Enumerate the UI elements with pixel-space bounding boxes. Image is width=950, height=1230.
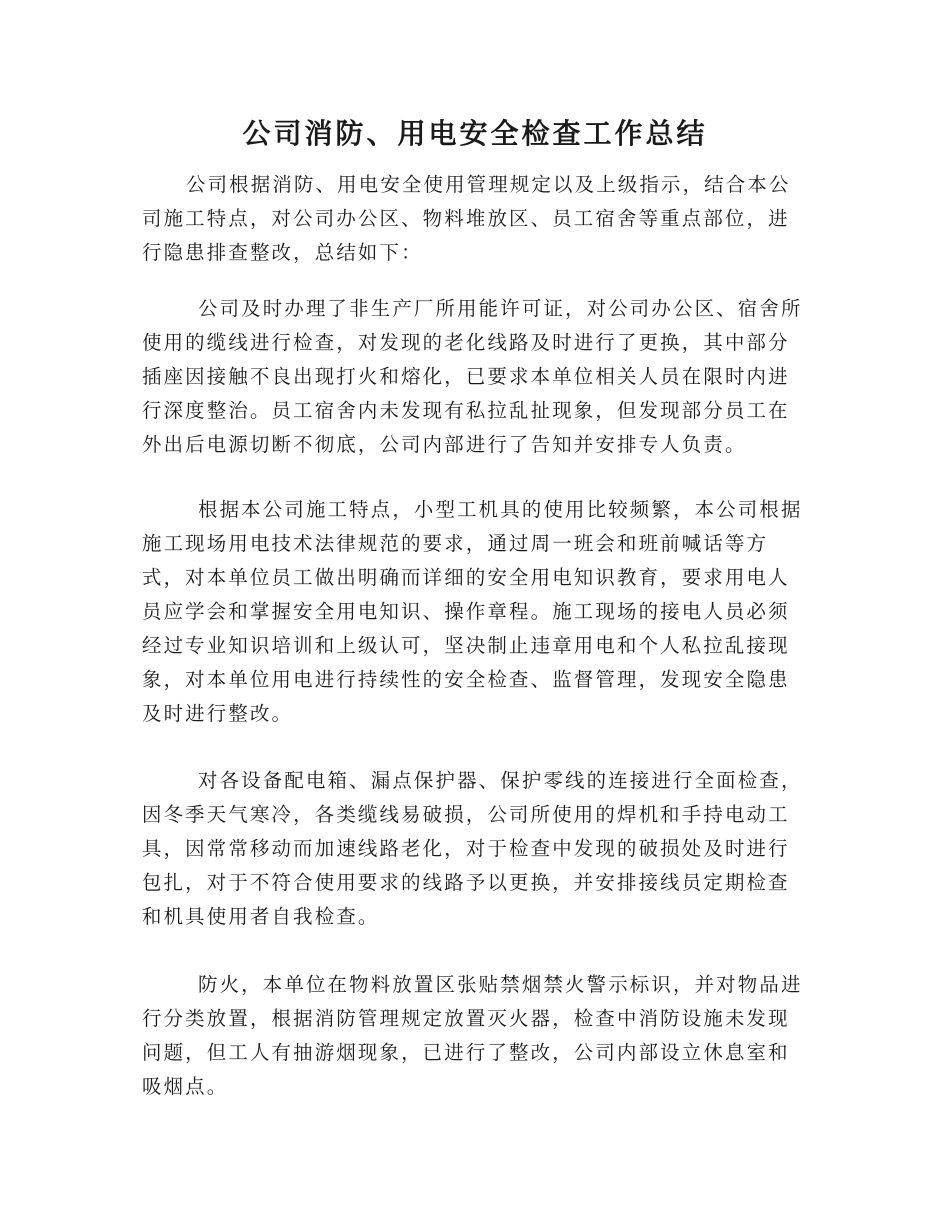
paragraph-line: 行分类放置，根据消防管理规定放置灭火器，检查中消防设施未发现 — [142, 1007, 790, 1030]
paragraph-line: 公司根据消防、用电安全使用管理规定以及上级指示，结合本公 — [186, 173, 791, 196]
paragraph-line: 外出后电源切断不彻底，公司内部进行了告知并安排专人负责。 — [142, 433, 747, 456]
paragraph-line: 象，对本单位用电进行持续性的安全检查、监督管理，发现安全隐患 — [142, 668, 790, 691]
paragraph-safety-education — [142, 493, 812, 731]
paragraph-line: 插座因接触不良出现打火和熔化，已要求本单位相关人员在限时内进 — [142, 365, 790, 388]
paragraph-line: 使用的缆线进行检查，对发现的老化线路及时进行了更换，其中部分 — [142, 331, 790, 354]
paragraph-line: 式，对本单位员工做出明确而详细的安全用电知识教育，要求用电人 — [142, 566, 790, 589]
paragraph-line: 根据本公司施工特点，小型工机具的使用比较频繁，本公司根据 — [198, 498, 803, 521]
document-title: 公司消防、用电安全检查工作总结 — [242, 117, 708, 150]
paragraph-line: 及时进行整改。 — [142, 702, 294, 725]
paragraph-line: 吸烟点。 — [142, 1075, 229, 1098]
paragraph-line: 公司及时办理了非生产厂所用能许可证，对公司办公区、宿舍所 — [198, 297, 803, 320]
paragraph-line: 和机具使用者自我检查。 — [142, 905, 380, 928]
paragraph-line: 施工现场用电技术法律规范的要求，通过周一班会和班前喊话等方 — [142, 532, 769, 555]
paragraph-fire-prevention — [142, 968, 812, 1104]
paragraph-line: 行隐患排查整改，总结如下： — [142, 241, 423, 264]
paragraph-equipment-inspection — [142, 764, 812, 934]
paragraph-electrical-permits — [142, 292, 812, 462]
paragraph-intro — [142, 168, 812, 270]
paragraph-line: 行深度整治。员工宿舍内未发现有私拉乱扯现象，但发现部分员工在 — [142, 399, 790, 422]
paragraph-line: 司施工特点，对公司办公区、物料堆放区、员工宿舍等重点部位，进 — [142, 207, 790, 230]
paragraph-line: 包扎，对于不符合使用要求的线路予以更换，并安排接线员定期检查 — [142, 871, 790, 894]
paragraph-line: 员应学会和掌握安全用电知识、操作章程。施工现场的接电人员必须 — [142, 600, 790, 623]
paragraph-line: 防火，本单位在物料放置区张贴禁烟禁火警示标识，并对物品进 — [198, 973, 803, 996]
paragraph-line: 因冬季天气寒冷，各类缆线易破损，公司所使用的焊机和手持电动工 — [142, 803, 790, 826]
paragraph-line: 对各设备配电箱、漏点保护器、保护零线的连接进行全面检查， — [198, 769, 803, 792]
paragraph-line: 具，因常常移动而加速线路老化，对于检查中发现的破损处及时进行 — [142, 837, 790, 860]
paragraph-line: 问题，但工人有抽游烟现象，已进行了整改，公司内部设立休息室和 — [142, 1041, 790, 1064]
paragraph-line: 经过专业知识培训和上级认可，坚决制止违章用电和个人私拉乱接现 — [142, 634, 790, 657]
